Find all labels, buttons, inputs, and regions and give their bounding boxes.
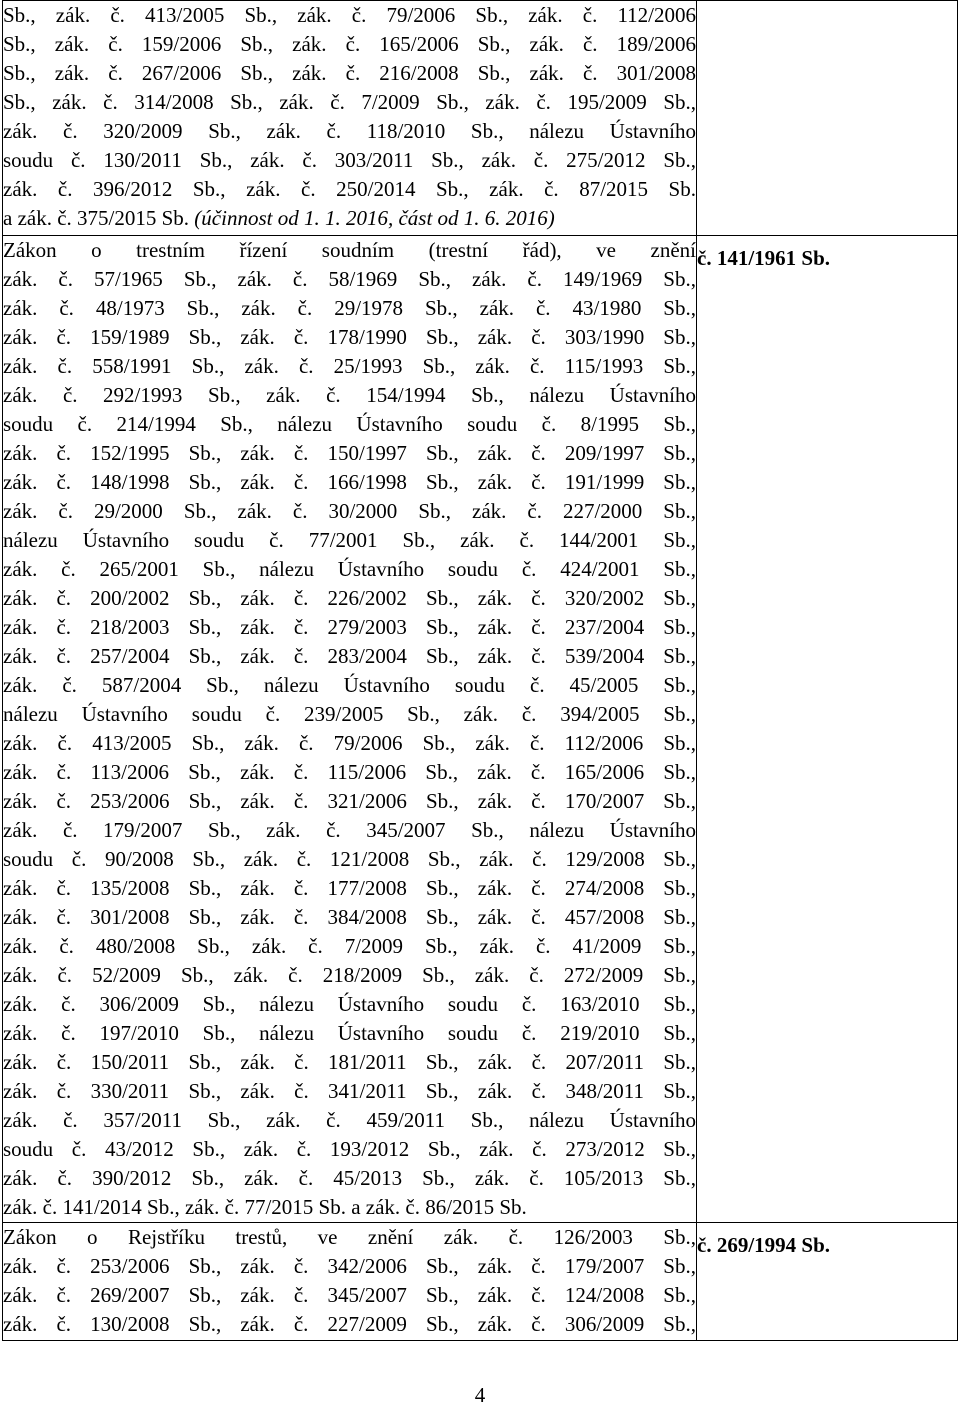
text-line: Sb., zák. č. 159/2006 Sb., zák. č. 165/2006 Sb., zák. č. 189/2006	[3, 32, 696, 56]
text-line: Zákon o Rejstříku trestů, ve znění zák. č. 126/2003 Sb.,	[3, 1225, 696, 1249]
text-line: soudu č. 43/2012 Sb., zák. č. 193/2012 Sb., zák. č. 273/2012 Sb.,	[3, 1137, 696, 1161]
text-line: zák. č. 179/2007 Sb., zák. č. 345/2007 Sb., nálezu Ústavního	[3, 818, 696, 842]
text-line: zák. č. 52/2009 Sb., zák. č. 218/2009 Sb., zák. č. 272/2009 Sb.,	[3, 963, 696, 987]
text-line: zák. č. 200/2002 Sb., zák. č. 226/2002 Sb., zák. č. 320/2002 Sb.,	[3, 586, 696, 610]
text-line: zák. č. 113/2006 Sb., zák. č. 115/2006 Sb., zák. č. 165/2006 Sb.,	[3, 760, 696, 784]
text-line: zák. č. 197/2010 Sb., nálezu Ústavního soudu č. 219/2010 Sb.,	[3, 1021, 696, 1045]
law-ref-cell	[697, 236, 958, 1223]
text-line: zák. č. 320/2009 Sb., zák. č. 118/2010 Sb., nálezu Ústavního	[3, 119, 696, 143]
text-line: zák. č. 29/2000 Sb., zák. č. 30/2000 Sb., zák. č. 227/2000 Sb.,	[3, 499, 696, 523]
text-line: zák. č. 587/2004 Sb., nálezu Ústavního soudu č. 45/2005 Sb.,	[3, 673, 696, 697]
text-line: zák. č. 301/2008 Sb., zák. č. 384/2008 Sb., zák. č. 457/2008 Sb.,	[3, 905, 696, 929]
text-line: Sb., zák. č. 314/2008 Sb., zák. č. 7/2009 Sb., zák. č. 195/2009 Sb.,	[3, 90, 696, 114]
text-line: zák. č. 218/2003 Sb., zák. č. 279/2003 Sb., zák. č. 237/2004 Sb.,	[3, 615, 696, 639]
law-text	[3, 1223, 696, 1339]
law-ref-cell	[697, 1223, 958, 1341]
law-text	[3, 1, 696, 233]
law-reference: č. 141/1961 Sb.	[697, 246, 831, 270]
text-line: zák. č. 253/2006 Sb., zák. č. 342/2006 Sb., zák. č. 179/2007 Sb.,	[3, 1254, 696, 1278]
text-line: soudu č. 90/2008 Sb., zák. č. 121/2008 Sb., zák. č. 129/2008 Sb.,	[3, 847, 696, 871]
text-line: zák. č. 292/1993 Sb., zák. č. 154/1994 Sb., nálezu Ústavního	[3, 383, 696, 407]
text-line: zák. č. 480/2008 Sb., zák. č. 7/2009 Sb., zák. č. 41/2009 Sb.,	[3, 934, 696, 958]
text-segment: a zák. č. 375/2015 Sb.	[3, 206, 190, 230]
text-line: zák. č. 141/2014 Sb., zák. č. 77/2015 Sb. a zák. č. 86/2015 Sb.	[3, 1195, 527, 1219]
text-line: Sb., zák. č. 267/2006 Sb., zák. č. 216/2008 Sb., zák. č. 301/2008	[3, 61, 696, 85]
text-line: nálezu Ústavního soudu č. 77/2001 Sb., zák. č. 144/2001 Sb.,	[3, 528, 696, 552]
text-line: zák. č. 253/2006 Sb., zák. č. 321/2006 Sb., zák. č. 170/2007 Sb.,	[3, 789, 696, 813]
text-line: zák. č. 159/1989 Sb., zák. č. 178/1990 Sb., zák. č. 303/1990 Sb.,	[3, 325, 696, 349]
law-ref-cell	[697, 1, 958, 236]
text-line: zák. č. 558/1991 Sb., zák. č. 25/1993 Sb., zák. č. 115/1993 Sb.,	[3, 354, 696, 378]
text-line: zák. č. 150/2011 Sb., zák. č. 181/2011 Sb., zák. č. 207/2011 Sb.,	[3, 1050, 696, 1074]
text-line: Sb., zák. č. 413/2005 Sb., zák. č. 79/2006 Sb., zák. č. 112/2006	[3, 3, 696, 27]
table-row	[3, 236, 958, 1223]
text-line: zák. č. 413/2005 Sb., zák. č. 79/2006 Sb., zák. č. 112/2006 Sb.,	[3, 731, 696, 755]
text-line: zák. č. 57/1965 Sb., zák. č. 58/1969 Sb., zák. č. 149/1969 Sb.,	[3, 267, 696, 291]
table-row	[3, 1, 958, 236]
effective-date-note: (účinnost od 1. 1. 2016, část od 1. 6. 2016)	[194, 206, 555, 230]
page-number: 4	[474, 1383, 486, 1407]
law-text-cell	[3, 236, 697, 1223]
text-line: soudu č. 130/2011 Sb., zák. č. 303/2011 Sb., zák. č. 275/2012 Sb.,	[3, 148, 696, 172]
law-reference	[697, 1, 957, 9]
law-text-cell	[3, 1, 697, 236]
text-line: Zákon o trestním řízení soudním (trestní řád), ve znění	[3, 238, 696, 262]
law-reference: č. 269/1994 Sb.	[697, 1233, 831, 1257]
text-line	[3, 204, 696, 233]
text-line: nálezu Ústavního soudu č. 239/2005 Sb., zák. č. 394/2005 Sb.,	[3, 702, 696, 726]
text-line: zák. č. 269/2007 Sb., zák. č. 345/2007 Sb., zák. č. 124/2008 Sb.,	[3, 1283, 696, 1307]
text-line: zák. č. 135/2008 Sb., zák. č. 177/2008 Sb., zák. č. 274/2008 Sb.,	[3, 876, 696, 900]
law-text	[3, 236, 696, 1222]
text-line: soudu č. 214/1994 Sb., nálezu Ústavního soudu č. 8/1995 Sb.,	[3, 412, 696, 436]
text-line: zák. č. 357/2011 Sb., zák. č. 459/2011 Sb., nálezu Ústavního	[3, 1108, 696, 1132]
text-line: zák. č. 396/2012 Sb., zák. č. 250/2014 Sb., zák. č. 87/2015 Sb.	[3, 177, 696, 201]
text-line: zák. č. 257/2004 Sb., zák. č. 283/2004 Sb., zák. č. 539/2004 Sb.,	[3, 644, 696, 668]
text-line: zák. č. 330/2011 Sb., zák. č. 341/2011 Sb., zák. č. 348/2011 Sb.,	[3, 1079, 696, 1103]
text-line: zák. č. 48/1973 Sb., zák. č. 29/1978 Sb., zák. č. 43/1980 Sb.,	[3, 296, 696, 320]
text-line: zák. č. 265/2001 Sb., nálezu Ústavního soudu č. 424/2001 Sb.,	[3, 557, 696, 581]
law-text-cell	[3, 1223, 697, 1341]
table-row	[3, 1223, 958, 1341]
text-line: zák. č. 148/1998 Sb., zák. č. 166/1998 Sb., zák. č. 191/1999 Sb.,	[3, 470, 696, 494]
text-line: zák. č. 152/1995 Sb., zák. č. 150/1997 Sb., zák. č. 209/1997 Sb.,	[3, 441, 696, 465]
legislation-table	[2, 0, 958, 1341]
text-line: zák. č. 306/2009 Sb., nálezu Ústavního soudu č. 163/2010 Sb.,	[3, 992, 696, 1016]
text-line: zák. č. 390/2012 Sb., zák. č. 45/2013 Sb., zák. č. 105/2013 Sb.,	[3, 1166, 696, 1190]
text-line: zák. č. 130/2008 Sb., zák. č. 227/2009 Sb., zák. č. 306/2009 Sb.,	[3, 1312, 696, 1336]
